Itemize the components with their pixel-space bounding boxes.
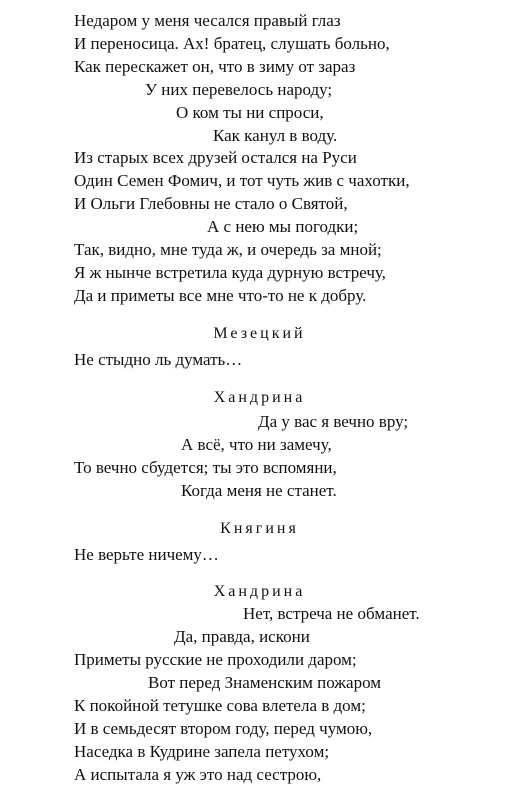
- verse-line: Да и приметы все мне что-то не к добру.: [74, 286, 367, 305]
- speaker-name: Мезецкий: [213, 325, 306, 342]
- verse-line: Не стыдно ль думать…: [74, 350, 243, 369]
- verse-line: Приметы русские не проходили даром;: [74, 650, 357, 669]
- verse-line: Наседка в Кудрине запела петухом;: [74, 742, 330, 761]
- verse-line: Недаром у меня чесался правый глаз: [74, 11, 341, 30]
- verse-line: И переносица. Ах! братец, слушать больно,: [74, 34, 390, 53]
- speaker-name: Хандрина: [213, 389, 306, 406]
- speaker-name: Княгиня: [220, 520, 299, 537]
- verse-line: Как канул в воду.: [213, 126, 338, 145]
- speaker-name: Хандрина: [213, 583, 306, 600]
- verse-line: Один Семен Фомич, и тот чуть жив с чахотки,: [74, 171, 410, 190]
- verse-line: О ком ты ни спроси,: [176, 103, 324, 122]
- verse-line: А испытала я уж это над сестрою,: [74, 765, 322, 784]
- verse-line: Вот перед Знаменским пожаром: [148, 673, 382, 692]
- verse-line: А с нею мы погодки;: [207, 217, 359, 236]
- verse-line: Не верьте ничему…: [74, 545, 219, 564]
- verse-line: Да у вас я вечно вру;: [258, 412, 409, 431]
- verse-line: Из старых всех друзей остался на Руси: [74, 148, 357, 167]
- verse-line: То вечно сбудется; ты это вспомяни,: [74, 458, 337, 477]
- verse-line: Я ж нынче встретила куда дурную встречу,: [74, 263, 386, 282]
- verse-line: И в семьдесят втором году, перед чумою,: [74, 719, 373, 738]
- verse-line: Нет, встреча не обманет.: [243, 604, 420, 623]
- verse-line: К покойной тетушке сова влетела в дом;: [74, 696, 366, 715]
- verse-line: Как перескажет он, что в зиму от зараз: [74, 57, 356, 76]
- verse-line: А всё, что ни замечу,: [181, 435, 332, 454]
- verse-line: И Ольги Глебовны не стало о Святой,: [74, 194, 348, 213]
- verse-line: У них перевелось народу;: [145, 80, 333, 99]
- verse-line: Так, видно, мне туда ж, и очередь за мной;: [74, 240, 382, 259]
- verse-line: Да, правда, искони: [174, 627, 310, 646]
- verse-line: Когда меня не станет.: [181, 481, 337, 500]
